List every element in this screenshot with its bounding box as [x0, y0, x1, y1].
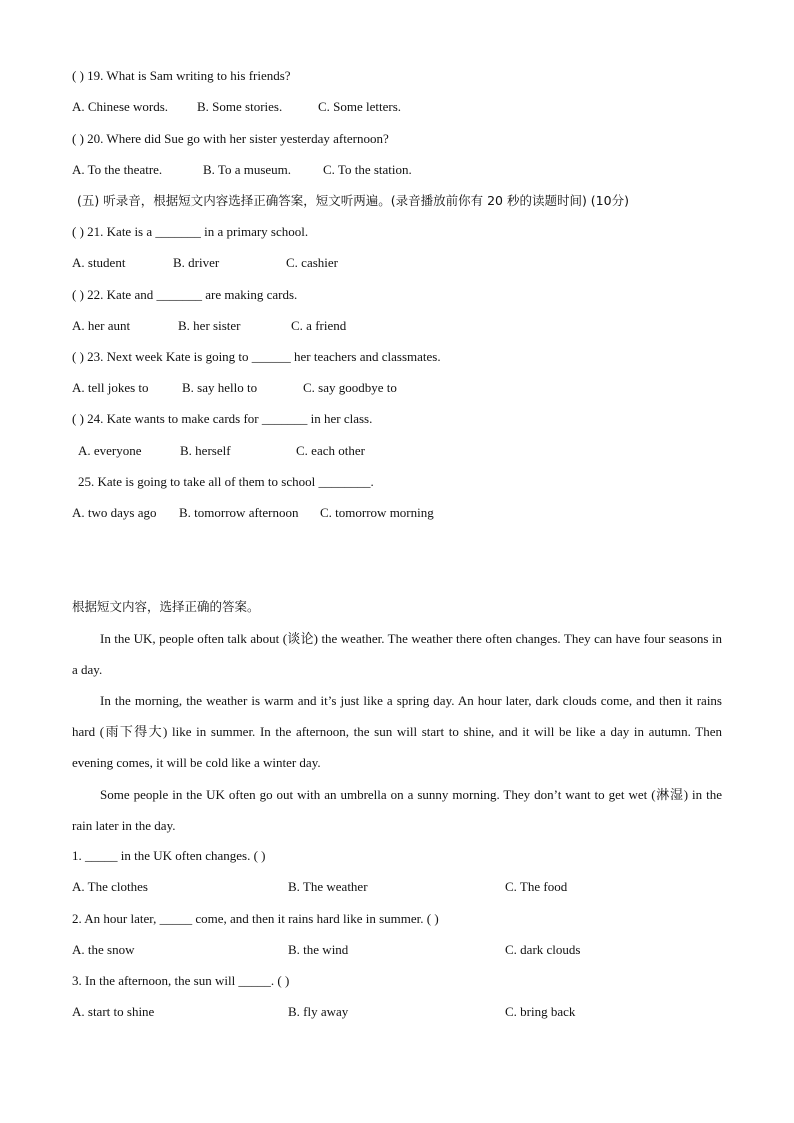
reading-question-1: 1. _____ in the UK often changes. ( ) [72, 848, 266, 863]
question-25-option-c: C. tomorrow morning [320, 505, 434, 520]
reading-question-1-option-c: C. The food [505, 879, 568, 894]
question-20-option-b: B. To a museum. [203, 162, 292, 177]
question-19: ( ) 19. What is Sam writing to his friends? [72, 68, 291, 83]
reading-paragraph-3: Some people in the UK often go out with an umbrella on a sunny morning. They don’t want to get wet (淋湿) in the rain later in the day. [72, 787, 722, 834]
reading-question-2-option-b: B. the wind [288, 942, 349, 957]
question-24-option-c: C. each other [296, 443, 365, 458]
reading-question-3-option-a: A. start to shine [72, 1004, 155, 1019]
question-22-option-c: C. a friend [291, 318, 347, 333]
question-20-option-c: C. To the station. [323, 162, 412, 177]
question-21-option-a: A. student [72, 255, 126, 270]
question-19-option-c: C. Some letters. [318, 99, 402, 114]
question-20-option-a: A. To the theatre. [72, 162, 163, 177]
question-23: ( ) 23. Next week Kate is going to ______ her teachers and classmates. [72, 349, 441, 364]
question-22-option-a: A. her aunt [72, 318, 131, 333]
question-24-option-a: A. everyone [78, 443, 142, 458]
reading-question-3-option-b: B. fly away [288, 1004, 349, 1019]
reading-paragraph-1: In the UK, people often talk about (谈论) the weather. The weather there often changes. They can have four seasons in a day. [72, 631, 722, 678]
question-21-option-c: C. cashier [286, 255, 338, 270]
reading-question-1-option-a: A. The clothes [72, 879, 148, 894]
question-20: ( ) 20. Where did Sue go with her sister yesterday afternoon? [72, 131, 389, 146]
question-25-option-b: B. tomorrow afternoon [179, 505, 299, 520]
reading-heading: 根据短文内容，选择正确的答案。 [72, 599, 260, 614]
question-24-option-b: B. herself [180, 443, 231, 458]
question-23-option-a: A. tell jokes to [72, 380, 149, 395]
question-23-option-b: B. say hello to [182, 380, 258, 395]
question-21-option-b: B. driver [173, 255, 220, 270]
reading-question-3-option-c: C. bring back [505, 1004, 576, 1019]
reading-paragraph-2: In the morning, the weather is warm and it’s just like a spring day. An hour later, dark clouds come, and then it rains hard (雨下得大) like in summer. In the afternoon, the sun will start to shine, and it will be like a day in autumn. Then evening comes, it will be cold like a winter day. [72, 693, 722, 771]
question-22: ( ) 22. Kate and _______ are making cards. [72, 287, 298, 302]
question-23-option-c: C. say goodbye to [303, 380, 397, 395]
question-21: ( ) 21. Kate is a _______ in a primary school. [72, 224, 309, 239]
reading-question-2-option-a: A. the snow [72, 942, 135, 957]
question-22-option-b: B. her sister [178, 318, 241, 333]
question-24: ( ) 24. Kate wants to make cards for _______ in her class. [72, 411, 373, 426]
reading-question-3: 3. In the afternoon, the sun will _____. ( ) [72, 973, 290, 988]
reading-question-1-option-b: B. The weather [288, 879, 368, 894]
question-19-option-a: A. Chinese words. [72, 99, 169, 114]
section-5-heading: (五) 听录音，根据短文内容选择正确答案，短文听两遍。(录音播放前你有 20 秒的读题时间) (10分) [77, 193, 629, 208]
question-19-option-b: B. Some stories. [197, 99, 283, 114]
question-25: 25. Kate is going to take all of them to school ________. [78, 474, 374, 489]
reading-question-2-option-c: C. dark clouds [505, 942, 581, 957]
question-25-option-a: A. two days ago [72, 505, 157, 520]
reading-question-2: 2. An hour later, _____ come, and then it rains hard like in summer. ( ) [72, 911, 439, 926]
